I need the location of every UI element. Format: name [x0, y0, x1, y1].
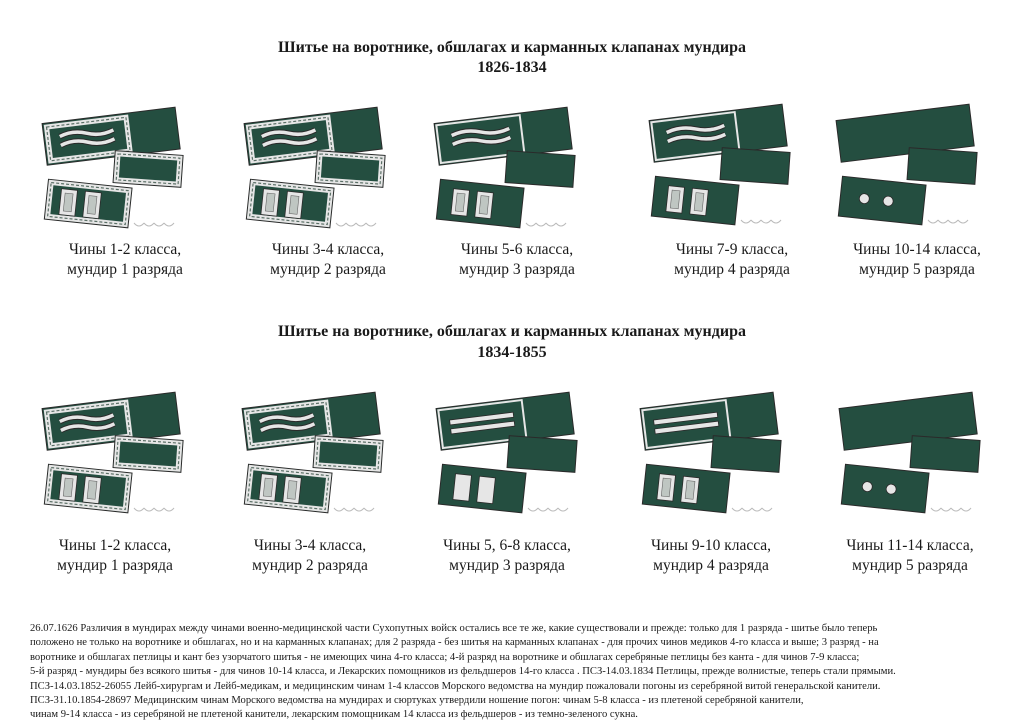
cuff-cloth	[711, 436, 781, 473]
hem-scallops	[732, 508, 772, 511]
pocket-flap	[651, 176, 739, 225]
caption-1-3	[422, 240, 612, 280]
note-line: чинам 9-14 класса - из серебряной не плетеной канители, лекарским помощникам 14 класса из фельдшеров - из темно-зеленого сукна.	[30, 709, 638, 721]
hem-scallops	[931, 508, 971, 511]
uniform-art-1-5	[832, 92, 982, 237]
section1-years: 1826-1834	[477, 59, 547, 76]
uniform-art-1-2	[240, 95, 390, 240]
uniform-art-1-4	[645, 92, 795, 237]
cuff-cloth	[507, 436, 577, 473]
pocket-flap	[44, 179, 132, 228]
flap-buttonhole-inner	[694, 193, 704, 212]
historical-notes	[30, 622, 1005, 723]
flap-buttonhole	[453, 474, 472, 502]
uniform-art-2-1	[38, 380, 188, 525]
cuff-cloth	[505, 151, 575, 188]
cuff	[315, 151, 385, 188]
caption-line2: мундир 5 разряда	[859, 261, 975, 278]
flap-buttonhole-inner	[87, 481, 97, 500]
caption-line1: Чины 10-14 класса,	[853, 241, 981, 258]
pocket-flap	[44, 464, 132, 513]
flap-buttonhole-inner	[63, 478, 73, 497]
caption-1-4	[637, 240, 827, 280]
note-line: ПСЗ-31.10.1854-28697 Медицинским чинам Морского ведомства на мундирах и сюртуках утвердили ношение погон: чинам 5-8 класса - из плетеной серебряной канители,	[30, 695, 804, 707]
cuff	[113, 436, 183, 473]
note-line: 26.07.1626 Различия в мундирах между чинами военно-медицинской части Сухопутных войск остались все те же, какие существовали и прежде: только для 1 разряда - шитье было теперь	[30, 623, 878, 634]
caption-2-5	[815, 536, 1005, 576]
caption-line1: Чины 3-4 класса,	[271, 241, 385, 258]
cuff	[113, 151, 183, 188]
caption-line1: Чины 9-10 класса,	[650, 537, 772, 554]
hem-scallops	[928, 220, 968, 223]
section2-title: Шитье на воротнике, обшлагах и карманных клапанах мундира	[278, 323, 746, 340]
caption-line2: мундир 2 разряда	[252, 557, 368, 574]
cuff	[907, 148, 977, 185]
flap-buttonhole-inner	[287, 481, 297, 500]
uniform-art-2-2	[238, 380, 388, 525]
flap-cloth	[838, 176, 926, 225]
caption-1-1	[30, 240, 220, 280]
caption-2-4	[616, 536, 806, 576]
pocket-flap	[838, 176, 926, 225]
flap-buttonhole-inner	[479, 196, 489, 215]
hem-scallops	[526, 223, 566, 226]
flap-buttonhole-inner	[289, 196, 299, 215]
caption-line2: мундир 2 разряда	[270, 261, 386, 278]
cuff-cloth	[907, 148, 977, 185]
uniform-art-2-5	[835, 380, 985, 525]
note-line: воротнике и обшлагах петлицы и кант без узорчатого шитья - не имеющих чина 4-го класса; 4-й разряд на воротнике и обшлагах серебряные петлицы без канта - для чинов 7-9 класса;	[30, 651, 860, 663]
flap-buttonhole-inner	[670, 190, 680, 209]
caption-line1: Чины 7-9 класса,	[675, 241, 789, 258]
cuff-cloth	[720, 148, 790, 185]
cuff	[505, 151, 575, 188]
uniform-art-2-3	[432, 380, 582, 525]
hem-scallops	[528, 508, 568, 511]
cuff	[507, 436, 577, 473]
caption-line2: мундир 3 разряда	[459, 261, 575, 278]
note-line: положено не только на воротнике и обшлагах, но и на карманных клапанах; для 2 разряда - без шитья на карманных клапанах - для прочих чинов медиков 4-го класса и выше; 3 разряд - на	[30, 637, 879, 649]
caption-line2: мундир 1 разряда	[67, 261, 183, 278]
caption-line2: мундир 4 разряда	[653, 557, 769, 574]
pocket-flap	[436, 179, 524, 228]
section2-years: 1834-1855	[477, 344, 547, 361]
uniform-art-2-4	[636, 380, 786, 525]
caption-line2: мундир 1 разряда	[57, 557, 173, 574]
caption-1-2	[233, 240, 423, 280]
flap-buttonhole-inner	[265, 193, 275, 212]
note-line: ПСЗ-14.03.1852-26055 Лейб-хирургам и Лейб-медикам, и медицинским чинам 1-4 классов Морского ведомства на мундир пожаловали погоны из серебряной витой генеральской канители.	[30, 680, 881, 692]
caption-1-5	[822, 240, 1012, 280]
caption-2-3	[412, 536, 602, 576]
section1-title: Шитье на воротнике, обшлагах и карманных клапанах мундира	[278, 39, 746, 56]
uniform-art-1-3	[430, 95, 580, 240]
pocket-flap	[438, 464, 526, 513]
hem-scallops	[134, 508, 174, 511]
caption-line2: мундир 5 разряда	[852, 557, 968, 574]
flap-buttonhole-inner	[263, 478, 273, 497]
flap-buttonhole-inner	[661, 478, 671, 497]
note-line: 5-й разряд - мундиры без всякого шитья - для чинов 10-14 класса, и Лекарских помощников из фельдшеров 14-го класса . ПСЗ-14.03.1834 Петлицы, прежде волнистые, теперь стали прямыми.	[30, 666, 896, 678]
flap-buttonhole	[477, 476, 496, 504]
caption-2-1	[20, 536, 210, 576]
caption-line1: Чины 1-2 класса,	[58, 537, 172, 554]
caption-line1: Чины 5, 6-8 класса,	[443, 537, 571, 554]
flap-buttonhole-inner	[87, 196, 97, 215]
caption-line1: Чины 3-4 класса,	[253, 537, 367, 554]
cuff	[910, 436, 980, 473]
flap-buttonhole-inner	[455, 193, 465, 212]
pocket-flap	[841, 464, 929, 513]
caption-line1: Чины 5-6 класса,	[460, 241, 574, 258]
hem-scallops	[336, 223, 376, 226]
cuff-cloth	[910, 436, 980, 473]
cuff	[720, 148, 790, 185]
hem-scallops	[134, 223, 174, 226]
cuff	[313, 436, 383, 473]
pocket-flap	[642, 464, 730, 513]
flap-buttonhole-inner	[685, 481, 695, 500]
caption-line2: мундир 3 разряда	[449, 557, 565, 574]
caption-line1: Чины 11-14 класса,	[846, 537, 974, 554]
caption-line1: Чины 1-2 класса,	[68, 241, 182, 258]
uniform-art-1-1	[38, 95, 188, 240]
pocket-flap	[244, 464, 332, 513]
flap-buttonhole-inner	[63, 193, 73, 212]
caption-line2: мундир 4 разряда	[674, 261, 790, 278]
flap-cloth	[841, 464, 929, 513]
pocket-flap	[246, 179, 334, 228]
hem-scallops	[741, 220, 781, 223]
cuff	[711, 436, 781, 473]
caption-2-2	[215, 536, 405, 576]
hem-scallops	[334, 508, 374, 511]
